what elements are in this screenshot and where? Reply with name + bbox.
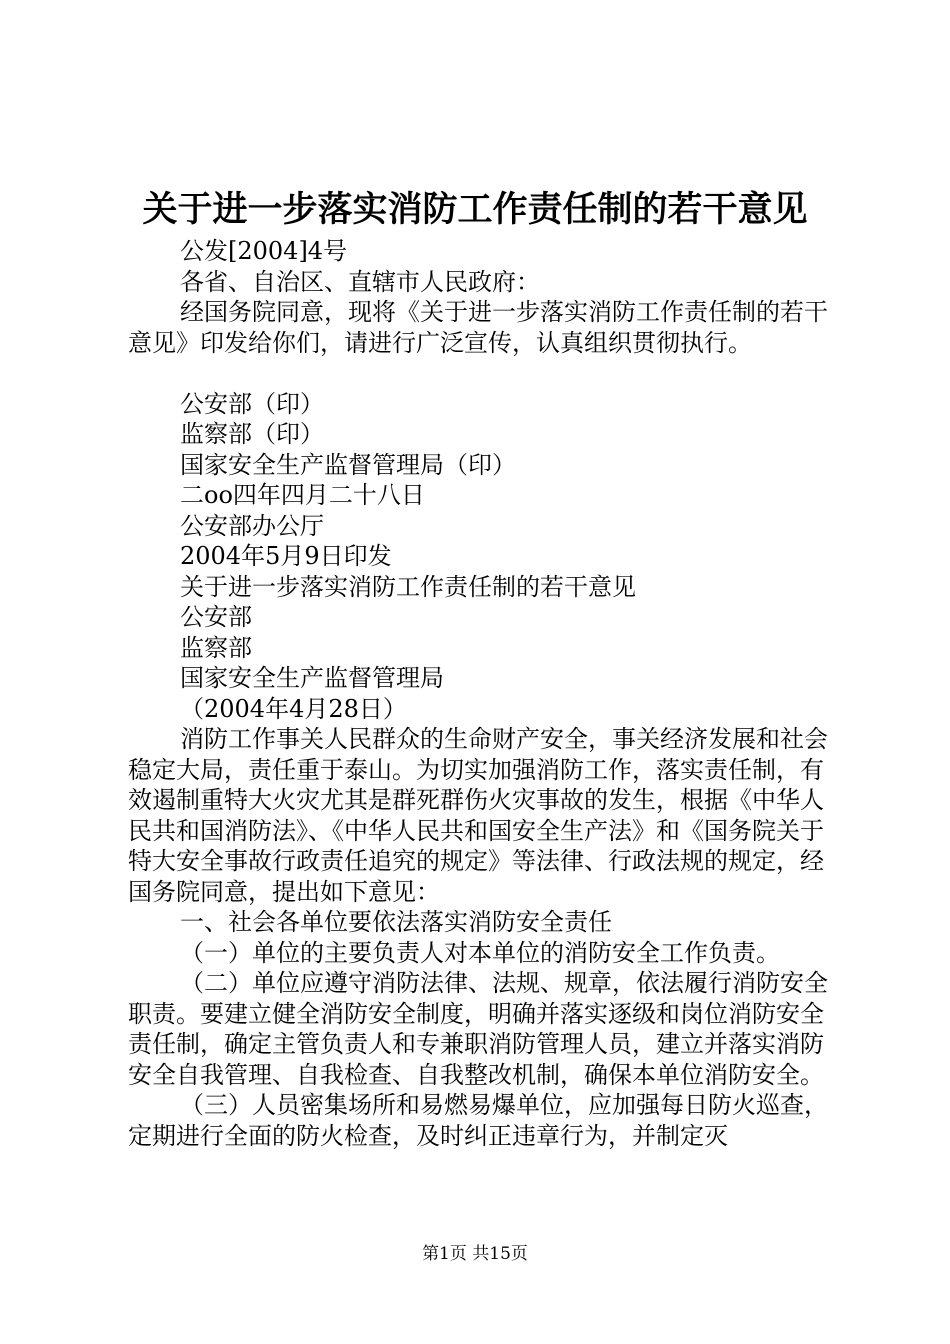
body-paragraph: （三）人员密集场所和易燃易爆单位，应加强每日防火巡查，定期进行全面的防火检查，及时纠正违章行为，并制定灭 [128, 1091, 828, 1150]
issuer-line: 监察部 [180, 633, 252, 662]
body-paragraph: （一）单位的主要负责人对本单位的消防安全工作负责。 [180, 938, 780, 967]
signatory-line: 二oo四年四月二十八日 [180, 481, 425, 509]
section-heading: 一、社会各单位要依法落实消防安全责任 [180, 908, 612, 936]
signatory-line: 2004年5月9日印发 [180, 542, 392, 570]
issue-date: （2004年4月28日） [180, 694, 407, 723]
document-body [128, 236, 832, 1151]
subtitle: 关于进一步落实消防工作责任制的若干意见 [180, 572, 636, 601]
document-title: 关于进一步落实消防工作责任制的若干意见 [142, 189, 808, 230]
issuer-line: 国家安全生产监督管理局 [180, 664, 444, 692]
intro-paragraph: 经国务院同意，现将《关于进一步落实消防工作责任制的若干意见》印发给你们，请进行广泛宣传，认真组织贯彻执行。 [128, 298, 828, 357]
signatory-line: 公安部（印） [180, 389, 324, 418]
blank-line [128, 358, 832, 389]
signatory-line: 监察部（印） [180, 420, 324, 448]
signatory-line: 公安部办公厅 [180, 511, 324, 540]
doc-number: 公发[2004]4号 [180, 237, 348, 265]
page-footer: 第1页 共15页 [422, 1244, 528, 1264]
body-paragraph: 消防工作事关人民群众的生命财产安全，事关经济发展和社会稳定大局，责任重于泰山。为切实加强消防工作，落实责任制，有效遏制重特大火灾尤其是群死群伤火灾事故的发生，根据《中华人民共和国消防法》、《中华人民共和国安全生产法》和《国务院关于特大安全事故行政责任追究的规定》等法律、行政法规的规定，经国务院同意，提出如下意见： [128, 725, 828, 906]
body-paragraph: （二）单位应遵守消防法律、法规、规章，依法履行消防安全职责。要建立健全消防安全制度，明确并落实逐级和岗位消防安全责任制，确定主管负责人和专兼职消防管理人员，建立并落实消防安全自我管理、自我检查、自我整改机制，确保本单位消防安全。 [128, 969, 828, 1089]
issuer-line: 公安部 [180, 603, 252, 631]
signatory-line: 国家安全生产监督管理局（印） [180, 450, 516, 479]
addressee: 各省、自治区、直辖市人民政府： [180, 267, 540, 296]
